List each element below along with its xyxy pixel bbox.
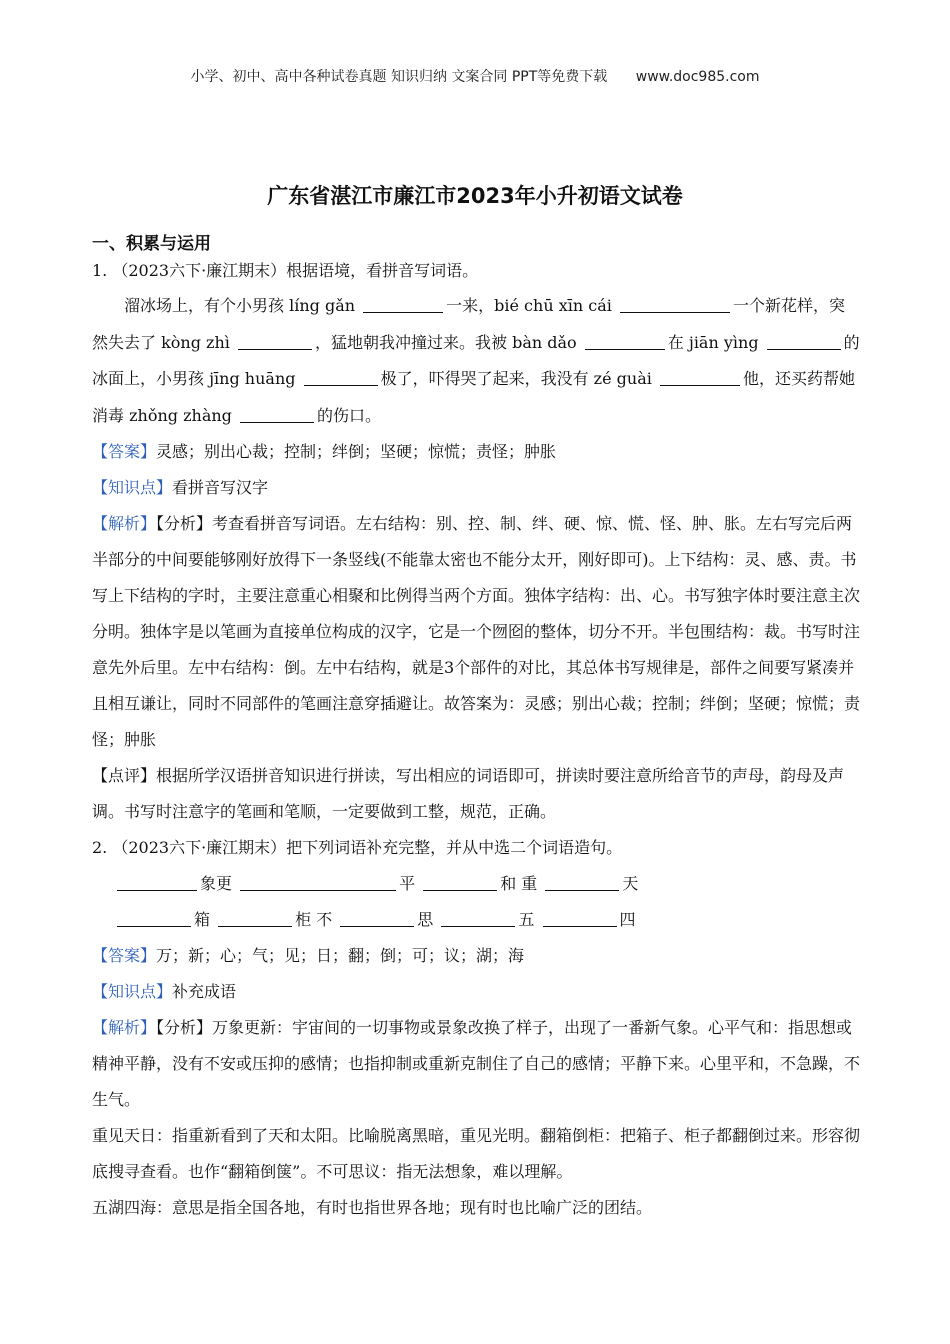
question-2-answer: 【答案】万；新；心；气；见；日；翻；倒；可；议；湖；海 [92,946,525,965]
answer-blank[interactable] [304,368,378,386]
knowledge-point-tag: 【知识点】 [92,478,173,497]
question-1-passage: 溜冰场上，有个小男孩 líng gǎn 一来，bié chū xīn cái 一个新花样，突然失去了 kòng zhì ，猛地朝我冲撞过来。我被 bàn dǎo 在 jiān yìng 的冰面上，小男孩 jīng huāng 极了，吓得哭了起来，我没有 zé guài 他，还买药帮她消毒 zhǒng zhàng 的伤口。 [92,296,860,425]
question-2-analysis-paragraph: 五湖四海：意思是指全国各地，有时也指世界各地；现有时也比喻广泛的团结。 [92,1198,653,1217]
header-text: 小学、初中、高中各种试卷真题 知识归纳 文案合同 PPT等免费下载 [190,69,608,85]
answer-tag: 【答案】 [92,946,157,965]
analysis-tag: 【解析】 [92,514,157,533]
document-body [92,232,860,1226]
page-header [0,66,950,86]
question-1-stem: 1. （2023六下·廉江期末）根据语境，看拼音写词语。 [92,261,479,280]
question-2-knowledge-point: 【知识点】补充成语 [92,982,237,1001]
question-1-answer: 【答案】灵感；别出心裁；控制；绊倒；坚硬；惊慌；责怪；肿胀 [92,442,557,461]
answer-blank[interactable] [117,909,191,927]
answer-blank[interactable] [363,295,443,313]
answer-blank[interactable] [340,909,414,927]
knowledge-point-tag: 【知识点】 [92,982,173,1001]
answer-blank[interactable] [240,405,314,423]
question-1-analysis: 【解析】【分析】考查看拼音写词语。左右结构：别、控、制、绊、硬、惊、慌、怪、肿、胀。左右写完后两半部分的中间要能够刚好放得下一条竖线(不能靠太密也不能分太开，刚好即可)。上下结构：灵、感、责。书写上下结构的字时，主要注意重心相聚和比例得当两个方面。独体字结构：出、心。书写独字体时要注意主次分明。独体字是以笔画为直接单位构成的汉字，它是一个囫囵的整体，切分不开。半包围结构：裁。书写时注意先外后里。左中右结构：倒。左中右结构，就是3个部件的对比，其总体书写规律是，部件之间要写紧凑并且相互谦让，同时不同部件的笔画注意穿插避让。故答案为：灵感；别出心裁；控制；绊倒；坚硬；惊慌；责怪；肿胀 [92,514,861,749]
question-2-stem: 2. （2023六下·廉江期末）把下列词语补充完整，并从中选二个词语造句。 [92,838,623,857]
answer-blank[interactable] [543,909,617,927]
answer-tag: 【答案】 [92,442,157,461]
answer-blank[interactable] [441,909,515,927]
answer-blank[interactable] [620,295,730,313]
answer-blank[interactable] [545,873,619,891]
answer-blank[interactable] [218,909,292,927]
question-1-comment: 【点评】根据所学汉语拼音知识进行拼读，写出相应的词语即可，拼读时要注意所给音节的声母，韵母及声调。书写时注意字的笔画和笔顺，一定要做到工整，规范，正确。 [92,766,845,821]
answer-blank[interactable] [240,873,396,891]
question-2-analysis: 【解析】【分析】万象更新：宇宙间的一切事物或景象改换了样子，出现了一番新气象。心平气和：指思想或精神平静，没有不安或压抑的感情；也指抑制或重新克制住了自己的感情；平静下来。心里平和，不急躁，不生气。 [92,1018,861,1109]
answer-blank[interactable] [117,873,197,891]
answer-blank[interactable] [660,368,740,386]
idiom-row-1: 象更 平 和 重 天 [92,866,860,902]
section-heading: 一、积累与运用 [92,234,211,254]
answer-blank[interactable] [423,873,497,891]
answer-blank[interactable] [238,332,312,350]
analysis-tag: 【解析】 [92,1018,157,1037]
question-1-knowledge-point: 【知识点】看拼音写汉字 [92,478,269,497]
answer-blank[interactable] [767,332,841,350]
idiom-row-2: 箱 柜 不 思 五 四 [92,902,860,938]
page-title: 广东省湛江市廉江市2023年小升初语文试卷 [267,184,683,208]
header-url[interactable]: www.doc985.com [635,69,760,85]
question-2-analysis-paragraph: 重见天日：指重新看到了天和太阳。比喻脱离黑暗，重见光明。翻箱倒柜：把箱子、柜子都翻倒过来。形容彻底搜寻查看。也作“翻箱倒箧”。不可思议：指无法想象，难以理解。 [92,1126,861,1181]
answer-blank[interactable] [585,332,665,350]
